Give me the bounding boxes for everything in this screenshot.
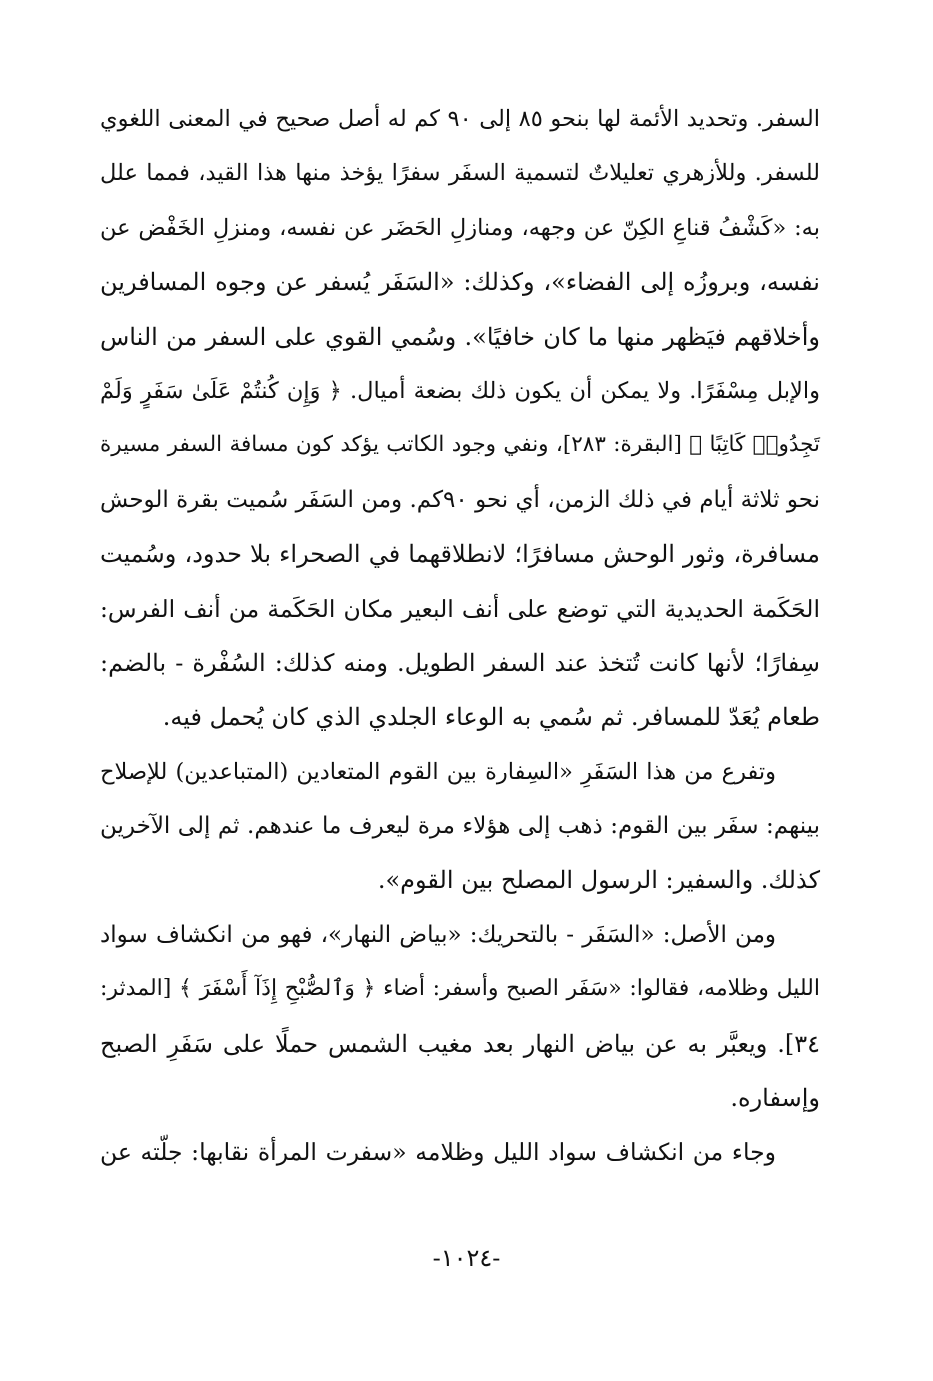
text-line: نفسه، وبروزُه إلى الفضاء»، وكذلك: «السَفَر يُسفر عن وجوه المسافرين	[100, 268, 820, 297]
text-line: به: «كَشْفُ قناعِ الكِنّ عن وجهه، ومنازلِ الحَضَر عن نفسه، ومنزلِ الخَفْض عن	[100, 214, 820, 241]
text-line: ومن الأصل: «السَفَر - بالتحريك: «بياض النهار»، فهو من انكشاف سواد	[100, 921, 776, 948]
text-line: مسافرة، وثور الوحش مسافرًا؛ لانطلاقهما في الصحراء بلا حدود، وسُميت	[100, 540, 820, 569]
text-line: الحَكَمة الحديدية التي توضع على أنف البعير مكان الحَكَمة من أنف الفرس:	[100, 594, 820, 623]
text-line: ٣٤]. ويعبَّر به عن بياض النهار بعد مغيب الشمس حملًا على سَفَرِ الصبح	[100, 1029, 820, 1058]
body-text	[100, 92, 820, 1180]
text-line: سِفارًا؛ لأنها كانت تُتخذ عند السفر الطويل. ومنه كذلك: السُفْرة - بالضم:	[100, 648, 820, 677]
text-line: تَجِدُوا۟ كَاتِبًا ﴾ [البقرة: ٢٨٣]، ونفي وجود الكاتب يؤكد كون مسافة السفر مسيرة	[100, 432, 820, 458]
text-line: بينهم: سفَر بين القوم: ذهب إلى هؤلاء مرة ليعرف ما عندهم. ثم إلى الآخرين	[100, 813, 820, 840]
text-line: كذلك. والسفير: الرسول المصلح بين القوم».	[377, 866, 820, 895]
text-line: نحو ثلاثة أيام في ذلك الزمن، أي نحو ٩٠كم. ومن السَفَر سُميت بقرة الوحش	[100, 486, 820, 513]
text-line: وإسفاره.	[730, 1084, 820, 1113]
text-line: السفر. وتحديد الأئمة لها بنحو ٨٥ إلى ٩٠ كم له أصل صحيح في المعنى اللغوي	[100, 106, 820, 132]
text-line: وأخلاقهم فيَظهر منها ما كان خافيًا». وسُمي القوي على السفر من الناس	[100, 322, 820, 351]
text-line: طعام يُعَدّ للمسافر. ثم سُمي به الوعاء الجلدي الذي كان يُحمل فيه.	[162, 703, 820, 732]
text-line: وتفرع من هذا السَفَرِ «السِفارة بين القوم المتعادين (المتباعدين) للإصلاح	[100, 758, 776, 785]
text-line: الليل وظلامه، فقالوا: «سَفَر الصبح وأسفر: أضاء ﴿ وَٱلصُّبْحِ إِذَآ أَسْفَرَ ﴾ [المدثر:	[100, 976, 820, 1002]
text-line: للسفر. وللأزهري تعليلاتٌ لتسمية السفَر سفرًا يؤخذ منها هذا القيد، فمما علل	[100, 160, 820, 187]
text-line: وجاء من انكشاف سواد الليل وظلامه «سفرت المرأة نقابها: جلّته عن	[100, 1138, 776, 1167]
text-line: والإبل مِسْفَرًا. ولا يمكن أن يكون ذلك بضعة أميال. ﴿ وَإِن كُنتُمْ عَلَىٰ سَفَرٍ وَلَمْ	[100, 377, 820, 404]
page-number: -١٠٢٤-	[432, 1244, 501, 1272]
